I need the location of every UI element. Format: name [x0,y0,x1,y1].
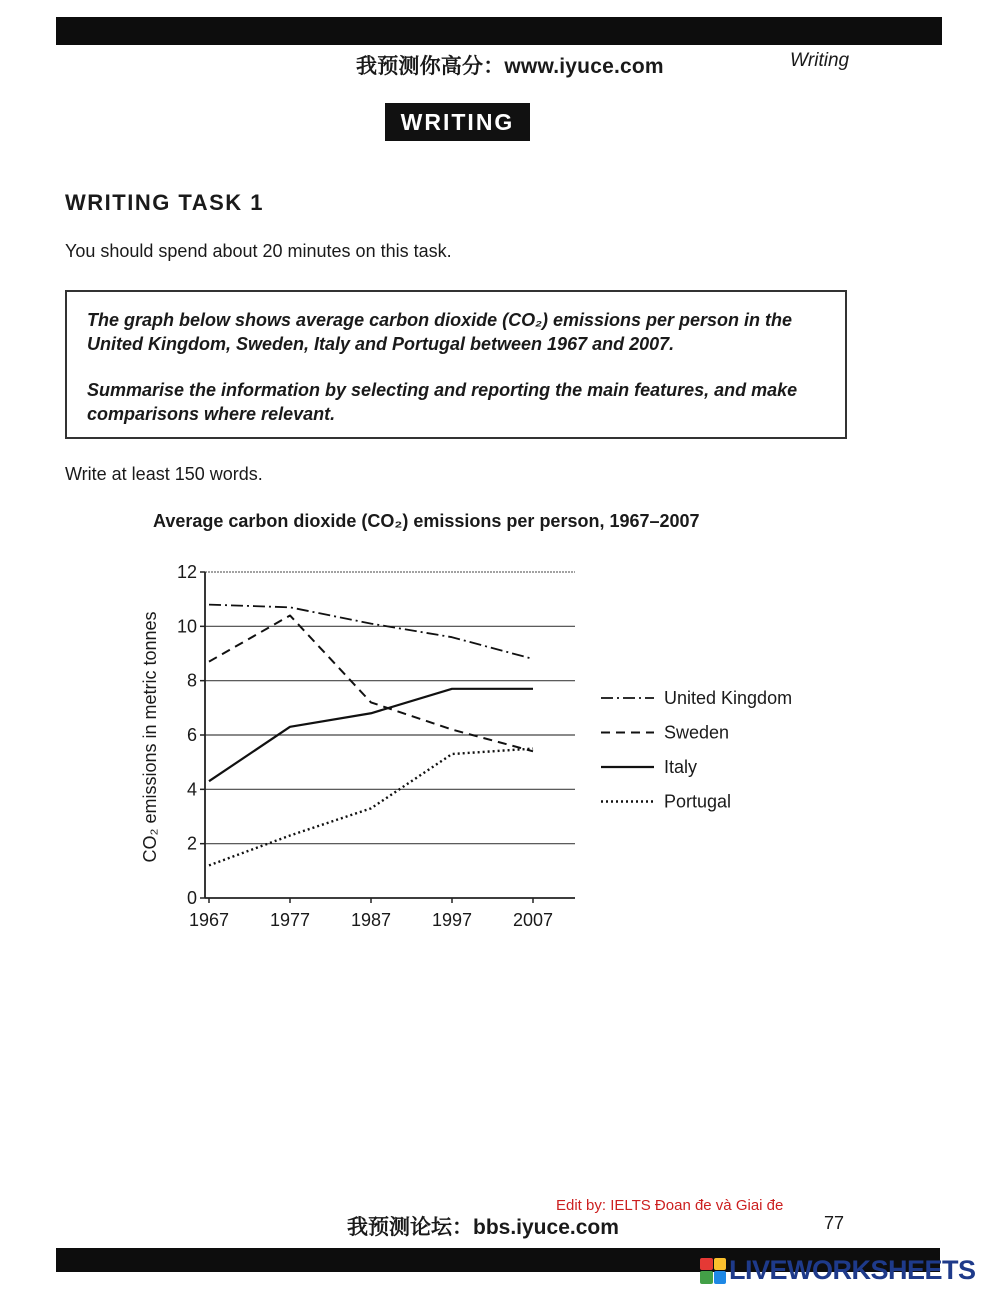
y-tick-label: 0 [186,888,197,908]
x-tick-label: 1997 [431,910,473,930]
header-site-url: 我预测你高分：www.iyuce.com [356,55,664,78]
y-tick-label: 8 [186,670,197,691]
y-tick-label: 2 [186,833,197,854]
prompt-instruction: Summarise the information by selecting and reporting the main features, and make comparisons where relevant. [87,380,798,424]
edit-credit: Edit by: IELTS Đoan đe và Giai đe [556,1197,784,1214]
word-count-requirement: Write at least 150 words. [65,464,263,484]
x-tick-label: 2007 [512,910,554,930]
series-line-united-kingdom [209,605,533,659]
x-tick-label: 1977 [269,910,311,930]
liveworksheets-mark-icon [700,1258,726,1284]
legend-label-italy: Italy [664,757,698,777]
x-tick-label: 1987 [350,910,392,930]
header-section-label: Writing [790,50,850,71]
y-tick-label: 4 [186,779,197,800]
footer-site-url: 我预测论坛：bbs.iyuce.com [347,1216,619,1239]
series-line-sweden [209,615,533,751]
legend-label-sweden: Sweden [664,722,730,743]
y-tick-label: 10 [176,616,197,637]
series-line-portugal [209,749,533,866]
prompt-description: The graph below shows average carbon dioxide (CO₂) emissions per person in the United Kingdom, Sweden, Italy and Portugal between 1967 and 2007. [87,310,793,354]
y-axis-title: CO₂ emissions in metric tonnes [140,611,160,863]
task-instruction: You should spend about 20 minutes on this task. [65,241,452,261]
liveworksheets-logo [700,1255,976,1286]
chart-title: Average carbon dioxide (CO₂) emissions per person, 1967–2007 [153,511,700,531]
page-number: 77 [824,1213,845,1233]
y-tick-label: 12 [176,562,197,582]
task-title: WRITING TASK 1 [65,190,265,215]
section-badge: WRITING [385,103,530,141]
y-tick-label: 6 [186,725,197,745]
legend-label-united-kingdom: United Kingdom [664,688,793,708]
legend-label-portugal: Portugal [664,791,732,812]
x-tick-label: 1967 [188,910,230,930]
liveworksheets-wordmark: LIVEWORKSHEETS [729,1255,976,1285]
